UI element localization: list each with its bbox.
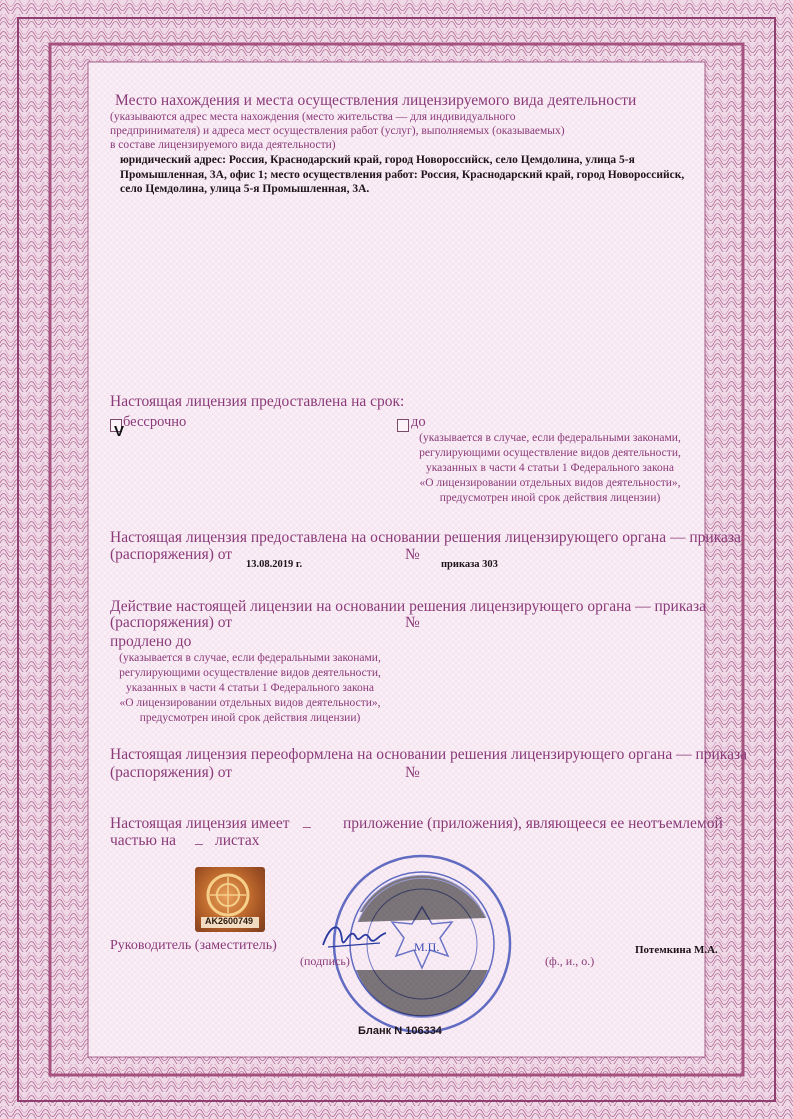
- until-checkbox: [397, 419, 409, 432]
- reissue-line-2-prefix: (распоряжения) от: [110, 764, 233, 781]
- reissue-number-sign: №: [405, 764, 420, 781]
- address-line-3: село Цемдолина, улица 5-я Промышленная, 3А.: [120, 183, 370, 195]
- term-note-3: указанных в части 4 статьи 1 Федерального закона: [425, 462, 675, 474]
- basis-line-2-prefix: (распоряжения) от: [110, 546, 233, 563]
- extension-note-3: указанных в части 4 статьи 1 Федерального закона: [125, 682, 375, 694]
- extension-line-1: Действие настоящей лицензии на основании решения лицензирующего органа — приказа: [110, 598, 707, 615]
- hologram-sticker: [195, 867, 265, 932]
- basis-date: 13.08.2019 г.: [246, 559, 303, 570]
- signer-name: Потемкина М.А.: [635, 944, 718, 956]
- extension-note-4: «О лицензировании отдельных видов деятельности»,: [119, 697, 381, 709]
- location-note-2: предпринимателя) и адреса мест осуществления работ (услуг), выполняемых (оказываемых): [110, 125, 565, 137]
- basis-number-sign: №: [405, 546, 420, 563]
- term-note-4: «О лицензировании отдельных видов деятельности»,: [419, 477, 681, 489]
- handwritten-signature: [320, 915, 390, 955]
- appendix-line-2-b: листах: [215, 832, 260, 849]
- extension-note-1: (указывается в случае, если федеральными законами,: [119, 652, 381, 664]
- hologram-code: AK2600749: [205, 916, 254, 926]
- basis-line-1: Настоящая лицензия предоставлена на основании решения лицензирующего органа — приказа: [110, 529, 741, 546]
- unlimited-label: бессрочно: [123, 414, 187, 430]
- extension-note-5: предусмотрен иной срок действия лицензии): [139, 712, 361, 724]
- extended-until-label: продлено до: [110, 633, 192, 650]
- extension-line-2-prefix: (распоряжения) от: [110, 614, 233, 631]
- stamp-caption: М.П.: [414, 940, 440, 954]
- signature-caption: (подпись): [300, 954, 350, 968]
- address-line-2: Промышленная, 3А, офис 1; место осуществления работ: Россия, Краснодарский край, город Новороссийск,: [120, 169, 685, 181]
- until-label: до: [411, 414, 426, 430]
- term-note-5: предусмотрен иной срок действия лицензии): [439, 492, 661, 504]
- extension-number-sign: №: [405, 614, 420, 631]
- extension-note-2: регулирующими осуществление видов деятельности,: [119, 667, 381, 679]
- location-note-1: (указываются адрес места нахождения (место жительства — для индивидуального: [110, 111, 516, 123]
- location-heading: Место нахождения и места осуществления лицензируемого вида деятельности: [115, 92, 637, 109]
- term-heading: Настоящая лицензия предоставлена на срок:: [110, 393, 405, 410]
- appendix-line-2-a: частью на: [110, 832, 177, 849]
- address-line-1: юридический адрес: Россия, Краснодарский край, город Новороссийск, село Цемдолина, улица 5-я: [120, 154, 635, 166]
- appendix-sheets-blank: _: [195, 830, 203, 847]
- signer-role: Руководитель (заместитель): [110, 938, 277, 953]
- appendix-line-1-a: Настоящая лицензия имеет: [110, 815, 290, 832]
- name-caption: (ф., и., о.): [545, 954, 595, 968]
- term-note-1: (указывается в случае, если федеральными законами,: [419, 432, 681, 444]
- appendix-line-1-b: приложение (приложения), являющееся ее неотъемлемой: [343, 815, 723, 832]
- term-note-2: регулирующими осуществление видов деятельности,: [419, 447, 681, 459]
- appendix-count-blank: _: [303, 813, 311, 830]
- location-note-3: в составе лицензируемого вида деятельности): [110, 139, 336, 151]
- reissue-line-1: Настоящая лицензия переоформлена на основании решения лицензирующего органа — приказа: [110, 746, 747, 763]
- basis-order-number: приказа 303: [441, 559, 498, 570]
- unlimited-check-mark: V: [114, 423, 125, 440]
- blank-number: Бланк N 106334: [358, 1025, 442, 1037]
